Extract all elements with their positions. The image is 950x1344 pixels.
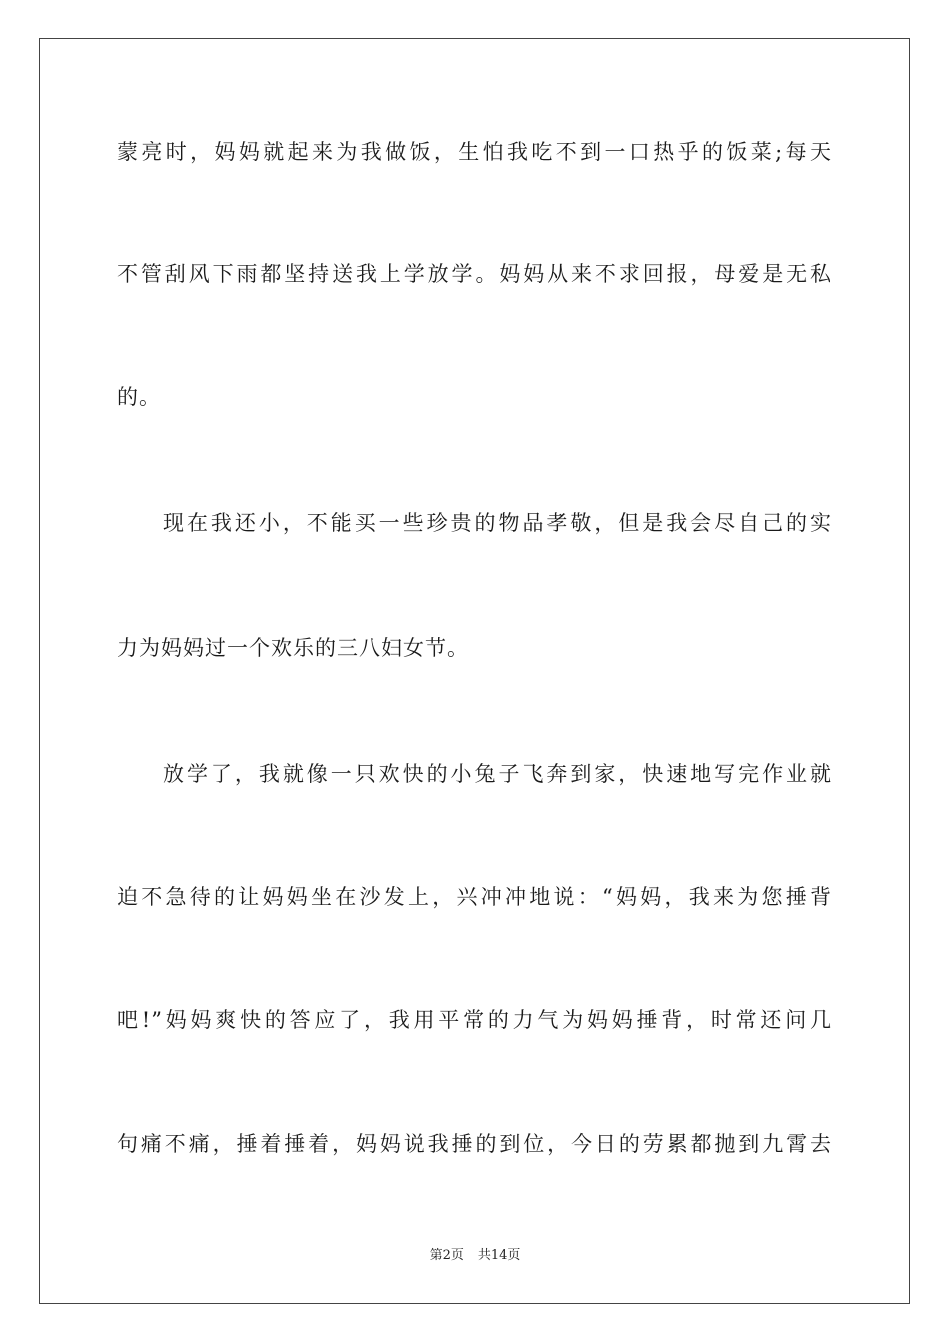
text-line-2: 不管刮风下雨都坚持送我上学放学。妈妈从来不求回报，母爱是无私 xyxy=(117,262,832,286)
page-border xyxy=(39,38,910,1304)
text-line-7: 迫不急待的让妈妈坐在沙发上，兴冲冲地说：“妈妈，我来为您捶背 xyxy=(117,885,832,909)
text-line-3: 的。 xyxy=(117,385,161,409)
text-line-5: 力为妈妈过一个欢乐的三八妇女节。 xyxy=(117,636,469,660)
text-line-6: 放学了，我就像一只欢快的小兔子飞奔到家，快速地写完作业就 xyxy=(163,762,832,786)
page-number-total: 共14页 xyxy=(477,1248,521,1263)
text-line-1: 蒙亮时，妈妈就起来为我做饭，生怕我吃不到一口热乎的饭菜;每天 xyxy=(117,140,832,164)
text-line-9: 句痛不痛，捶着捶着，妈妈说我捶的到位，今日的劳累都抛到九霄去 xyxy=(117,1132,832,1156)
page-number-current: 第2页 xyxy=(429,1248,464,1263)
page-footer xyxy=(0,1248,950,1264)
text-line-4: 现在我还小，不能买一些珍贵的物品孝敬，但是我会尽自己的实 xyxy=(163,511,832,535)
text-line-8: 吧!”妈妈爽快的答应了，我用平常的力气为妈妈捶背，时常还问几 xyxy=(117,1008,832,1032)
